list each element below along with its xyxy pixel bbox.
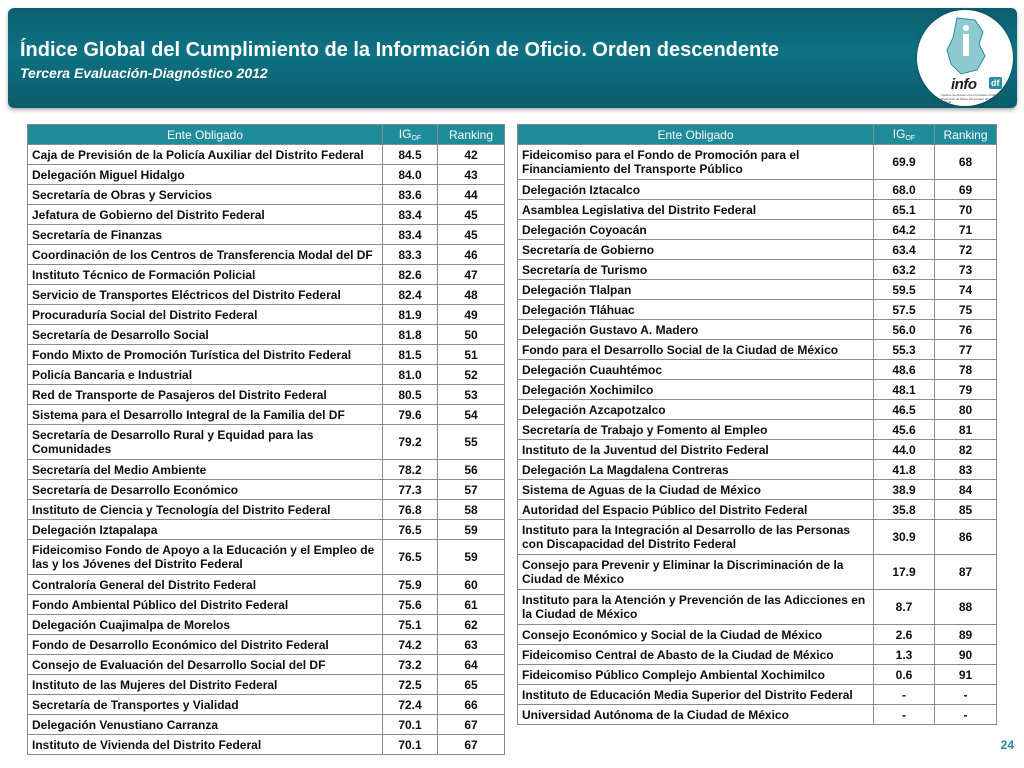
table-row — [518, 260, 997, 280]
ig-value-cell: 76.8 — [383, 500, 438, 520]
ig-value-cell: 70.1 — [383, 715, 438, 735]
table-row — [518, 240, 997, 260]
entity-cell: Instituto de Ciencia y Tecnología del Distrito Federal — [28, 500, 383, 520]
table-row — [28, 285, 505, 305]
ig-value-cell: 80.5 — [383, 385, 438, 405]
table-row — [28, 145, 505, 165]
entity-column-header: Ente Obligado — [28, 125, 383, 145]
ig-header-subscript: OF — [905, 135, 916, 142]
rank-cell: 58 — [438, 500, 505, 520]
rank-cell: 57 — [438, 480, 505, 500]
ig-value-cell: 57.5 — [874, 300, 935, 320]
table-row — [518, 180, 997, 200]
ig-value-cell: 83.3 — [383, 245, 438, 265]
logo-suffix: df — [991, 78, 1000, 88]
table-row — [518, 645, 997, 665]
rank-cell: 85 — [935, 500, 997, 520]
table-row — [28, 735, 505, 755]
table-row — [28, 595, 505, 615]
ig-value-cell: 83.4 — [383, 205, 438, 225]
entity-cell: Instituto de Educación Media Superior del Distrito Federal — [518, 685, 874, 705]
rank-cell: 84 — [935, 480, 997, 500]
rank-cell: 87 — [935, 555, 997, 590]
rank-cell: 76 — [935, 320, 997, 340]
rank-cell: 48 — [438, 285, 505, 305]
ig-value-cell: 48.6 — [874, 360, 935, 380]
entity-cell: Jefatura de Gobierno del Distrito Federal — [28, 205, 383, 225]
ig-value-cell: 81.8 — [383, 325, 438, 345]
infodf-logo — [917, 10, 1013, 106]
entity-cell: Secretaría de Trabajo y Fomento al Empleo — [518, 420, 874, 440]
entity-cell: Instituto Técnico de Formación Policial — [28, 265, 383, 285]
entity-cell: Red de Transporte de Pasajeros del Distrito Federal — [28, 385, 383, 405]
rank-cell: 80 — [935, 400, 997, 420]
table-row — [28, 540, 505, 575]
right-table-body — [518, 145, 997, 725]
ig-value-cell: 17.9 — [874, 555, 935, 590]
rank-cell: 78 — [935, 360, 997, 380]
ig-value-cell: 78.2 — [383, 460, 438, 480]
ig-value-cell: 82.4 — [383, 285, 438, 305]
table-row — [518, 685, 997, 705]
rank-cell: 53 — [438, 385, 505, 405]
entity-cell: Universidad Autónoma de la Ciudad de México — [518, 705, 874, 725]
entity-cell: Fideicomiso para el Fondo de Promoción para el Financiamiento del Transporte Público — [518, 145, 874, 180]
table-header-row — [518, 125, 997, 145]
rank-cell: 45 — [438, 225, 505, 245]
ig-value-cell: 45.6 — [874, 420, 935, 440]
table-row — [518, 320, 997, 340]
table-row — [518, 380, 997, 400]
ig-value-cell: 2.6 — [874, 625, 935, 645]
rank-column-header: Ranking — [935, 125, 997, 145]
entity-cell: Secretaría de Obras y Servicios — [28, 185, 383, 205]
table-row — [518, 460, 997, 480]
logo-tagline: Instituto de Acceso a la Información Pública y Protección de Datos Personales del Distrito Federal — [941, 93, 1002, 104]
ig-value-cell: 82.6 — [383, 265, 438, 285]
table-row — [518, 340, 997, 360]
rank-cell: 49 — [438, 305, 505, 325]
entity-cell: Instituto de las Mujeres del Distrito Federal — [28, 675, 383, 695]
rank-cell: 63 — [438, 635, 505, 655]
ig-value-cell: 75.1 — [383, 615, 438, 635]
entity-cell: Delegación Cuauhtémoc — [518, 360, 874, 380]
table-row — [518, 200, 997, 220]
page-number: 24 — [1000, 738, 1014, 752]
rank-cell: 81 — [935, 420, 997, 440]
table-row — [28, 245, 505, 265]
entity-cell: Secretaría de Gobierno — [518, 240, 874, 260]
rank-cell: - — [935, 705, 997, 725]
entity-cell: Delegación Tláhuac — [518, 300, 874, 320]
entity-cell: Secretaría de Transportes y Vialidad — [28, 695, 383, 715]
rank-cell: 45 — [438, 205, 505, 225]
entity-cell: Delegación Xochimilco — [518, 380, 874, 400]
rank-cell: 69 — [935, 180, 997, 200]
rank-cell: 83 — [935, 460, 997, 480]
ig-value-cell: 81.9 — [383, 305, 438, 325]
table-row — [28, 575, 505, 595]
ig-value-cell: 72.5 — [383, 675, 438, 695]
ig-value-cell: 56.0 — [874, 320, 935, 340]
ig-value-cell: 0.6 — [874, 665, 935, 685]
table-row — [28, 425, 505, 460]
table-row — [28, 265, 505, 285]
rank-cell: 89 — [935, 625, 997, 645]
ig-value-cell: 63.2 — [874, 260, 935, 280]
table-row — [518, 480, 997, 500]
rank-cell: 75 — [935, 300, 997, 320]
entity-cell: Delegación Miguel Hidalgo — [28, 165, 383, 185]
rank-cell: 88 — [935, 590, 997, 625]
entity-cell: Secretaría del Medio Ambiente — [28, 460, 383, 480]
rank-column-header: Ranking — [438, 125, 505, 145]
table-row — [28, 655, 505, 675]
table-row — [518, 420, 997, 440]
table-row — [518, 665, 997, 685]
ig-value-cell: 81.0 — [383, 365, 438, 385]
table-row — [28, 715, 505, 735]
rank-cell: 51 — [438, 345, 505, 365]
entity-cell: Caja de Previsión de la Policía Auxiliar del Distrito Federal — [28, 145, 383, 165]
ig-header-label: IG — [892, 127, 906, 141]
table-row — [28, 500, 505, 520]
rank-cell: - — [935, 685, 997, 705]
table-row — [28, 385, 505, 405]
entity-cell: Delegación Iztapalapa — [28, 520, 383, 540]
entity-cell: Fondo Ambiental Público del Distrito Federal — [28, 595, 383, 615]
entity-cell: Delegación Venustiano Carranza — [28, 715, 383, 735]
entity-cell: Delegación Iztacalco — [518, 180, 874, 200]
page-subtitle: Tercera Evaluación-Diagnóstico 2012 — [20, 65, 268, 81]
entity-cell: Sistema para el Desarrollo Integral de la Familia del DF — [28, 405, 383, 425]
table-row — [28, 305, 505, 325]
ig-value-cell: 84.0 — [383, 165, 438, 185]
entity-cell: Fondo Mixto de Promoción Turística del Distrito Federal — [28, 345, 383, 365]
rank-cell: 73 — [935, 260, 997, 280]
ig-value-cell: 63.4 — [874, 240, 935, 260]
table-row — [28, 675, 505, 695]
rank-cell: 70 — [935, 200, 997, 220]
ig-value-cell: 46.5 — [874, 400, 935, 420]
ig-value-cell: 73.2 — [383, 655, 438, 675]
ig-value-cell: 77.3 — [383, 480, 438, 500]
entity-cell: Consejo Económico y Social de la Ciudad de México — [518, 625, 874, 645]
ig-value-cell: 79.6 — [383, 405, 438, 425]
rank-cell: 72 — [935, 240, 997, 260]
rank-cell: 52 — [438, 365, 505, 385]
ig-value-cell: 41.8 — [874, 460, 935, 480]
entity-cell: Delegación Tlalpan — [518, 280, 874, 300]
entity-cell: Secretaría de Desarrollo Social — [28, 325, 383, 345]
rank-cell: 82 — [935, 440, 997, 460]
entity-cell: Instituto de la Juventud del Distrito Federal — [518, 440, 874, 460]
entity-cell: Coordinación de los Centros de Transferencia Modal del DF — [28, 245, 383, 265]
ig-value-cell: 83.4 — [383, 225, 438, 245]
table-row — [28, 520, 505, 540]
rank-cell: 54 — [438, 405, 505, 425]
rank-cell: 64 — [438, 655, 505, 675]
table-row — [518, 520, 997, 555]
rank-cell: 42 — [438, 145, 505, 165]
entity-cell: Instituto para la Integración al Desarrollo de las Personas con Discapacidad del Distrito Federal — [518, 520, 874, 555]
rank-cell: 46 — [438, 245, 505, 265]
page-title: Índice Global del Cumplimiento de la Información de Oficio. Orden descendente — [20, 39, 780, 61]
table-row — [28, 205, 505, 225]
ig-value-cell: 65.1 — [874, 200, 935, 220]
table-row — [28, 615, 505, 635]
table-row — [28, 480, 505, 500]
rank-cell: 79 — [935, 380, 997, 400]
table-row — [518, 360, 997, 380]
entity-cell: Fideicomiso Fondo de Apoyo a la Educación y el Empleo de las y los Jóvenes del Distrito Federal — [28, 540, 383, 575]
rank-cell: 43 — [438, 165, 505, 185]
rank-cell: 66 — [438, 695, 505, 715]
rank-cell: 86 — [935, 520, 997, 555]
rank-cell: 90 — [935, 645, 997, 665]
table-row — [28, 635, 505, 655]
ig-value-cell: 81.5 — [383, 345, 438, 365]
ig-value-cell: 38.9 — [874, 480, 935, 500]
entity-cell: Consejo para Prevenir y Eliminar la Discriminación de la Ciudad de México — [518, 555, 874, 590]
ig-value-cell: 70.1 — [383, 735, 438, 755]
entity-cell: Fondo para el Desarrollo Social de la Ciudad de México — [518, 340, 874, 360]
ig-header-label: IG — [398, 127, 412, 141]
ig-value-cell: 74.2 — [383, 635, 438, 655]
entity-cell: Secretaría de Turismo — [518, 260, 874, 280]
rank-cell: 91 — [935, 665, 997, 685]
rank-cell: 68 — [935, 145, 997, 180]
table-row — [518, 145, 997, 180]
table-row — [518, 300, 997, 320]
entity-cell: Fideicomiso Público Complejo Ambiental Xochimilco — [518, 665, 874, 685]
entity-cell: Consejo de Evaluación del Desarrollo Social del DF — [28, 655, 383, 675]
ig-value-cell: 44.0 — [874, 440, 935, 460]
table-row — [518, 705, 997, 725]
ig-value-cell: 35.8 — [874, 500, 935, 520]
rank-cell: 55 — [438, 425, 505, 460]
entity-cell: Delegación Azcapotzalco — [518, 400, 874, 420]
entity-column-header: Ente Obligado — [518, 125, 874, 145]
table-row — [28, 405, 505, 425]
rank-cell: 71 — [935, 220, 997, 240]
rank-cell: 56 — [438, 460, 505, 480]
rank-cell: 60 — [438, 575, 505, 595]
entity-cell: Secretaría de Desarrollo Rural y Equidad para las Comunidades — [28, 425, 383, 460]
ig-value-cell: 75.9 — [383, 575, 438, 595]
entity-cell: Instituto para la Atención y Prevención de las Adicciones en la Ciudad de México — [518, 590, 874, 625]
table-row — [518, 280, 997, 300]
left-table-body — [28, 145, 505, 755]
table-row — [518, 625, 997, 645]
ig-value-cell: 64.2 — [874, 220, 935, 240]
table-row — [28, 185, 505, 205]
table-row — [28, 365, 505, 385]
entity-cell: Procuraduría Social del Distrito Federal — [28, 305, 383, 325]
rank-cell: 59 — [438, 520, 505, 540]
entity-cell: Fondo de Desarrollo Económico del Distrito Federal — [28, 635, 383, 655]
ig-value-cell: 55.3 — [874, 340, 935, 360]
ranking-table-right — [517, 124, 997, 725]
table-row — [518, 400, 997, 420]
rank-cell: 44 — [438, 185, 505, 205]
entity-cell: Fideicomiso Central de Abasto de la Ciudad de México — [518, 645, 874, 665]
ig-value-cell: 76.5 — [383, 520, 438, 540]
ig-value-cell: 84.5 — [383, 145, 438, 165]
entity-cell: Delegación Gustavo A. Madero — [518, 320, 874, 340]
entity-cell: Autoridad del Espacio Público del Distrito Federal — [518, 500, 874, 520]
title-banner — [8, 8, 1017, 108]
rank-cell: 62 — [438, 615, 505, 635]
ig-column-header — [874, 125, 935, 145]
rank-cell: 74 — [935, 280, 997, 300]
logo-word: info — [951, 76, 977, 93]
ig-value-cell: 8.7 — [874, 590, 935, 625]
rank-cell: 59 — [438, 540, 505, 575]
ig-value-cell: 30.9 — [874, 520, 935, 555]
table-row — [518, 555, 997, 590]
ig-column-header — [383, 125, 438, 145]
ig-value-cell: 76.5 — [383, 540, 438, 575]
ig-value-cell: 75.6 — [383, 595, 438, 615]
rank-cell: 67 — [438, 715, 505, 735]
ig-value-cell: 68.0 — [874, 180, 935, 200]
table-row — [28, 225, 505, 245]
table-row — [28, 165, 505, 185]
entity-cell: Delegación Cuajimalpa de Morelos — [28, 615, 383, 635]
rank-cell: 77 — [935, 340, 997, 360]
entity-cell: Delegación Coyoacán — [518, 220, 874, 240]
entity-cell: Secretaría de Desarrollo Económico — [28, 480, 383, 500]
entity-cell: Contraloría General del Distrito Federal — [28, 575, 383, 595]
entity-cell: Secretaría de Finanzas — [28, 225, 383, 245]
table-row — [518, 590, 997, 625]
table-row — [28, 460, 505, 480]
table-row — [518, 440, 997, 460]
rank-cell: 61 — [438, 595, 505, 615]
entity-cell: Instituto de Vivienda del Distrito Federal — [28, 735, 383, 755]
ig-value-cell: 48.1 — [874, 380, 935, 400]
ig-value-cell: 83.6 — [383, 185, 438, 205]
ig-value-cell: 72.4 — [383, 695, 438, 715]
entity-cell: Servicio de Transportes Eléctricos del Distrito Federal — [28, 285, 383, 305]
table-row — [28, 325, 505, 345]
ig-value-cell: 1.3 — [874, 645, 935, 665]
ranking-table-left — [27, 124, 505, 755]
table-row — [28, 345, 505, 365]
ig-header-subscript: OF — [411, 135, 422, 142]
ig-value-cell: - — [874, 685, 935, 705]
table-row — [28, 695, 505, 715]
rank-cell: 67 — [438, 735, 505, 755]
ig-value-cell: 59.5 — [874, 280, 935, 300]
ig-value-cell: - — [874, 705, 935, 725]
table-row — [518, 220, 997, 240]
rank-cell: 47 — [438, 265, 505, 285]
table-header-row — [28, 125, 505, 145]
ig-value-cell: 69.9 — [874, 145, 935, 180]
entity-cell: Delegación La Magdalena Contreras — [518, 460, 874, 480]
ig-value-cell: 79.2 — [383, 425, 438, 460]
rank-cell: 50 — [438, 325, 505, 345]
entity-cell: Asamblea Legislativa del Distrito Federal — [518, 200, 874, 220]
rank-cell: 65 — [438, 675, 505, 695]
entity-cell: Sistema de Aguas de la Ciudad de México — [518, 480, 874, 500]
table-row — [518, 500, 997, 520]
entity-cell: Policía Bancaria e Industrial — [28, 365, 383, 385]
